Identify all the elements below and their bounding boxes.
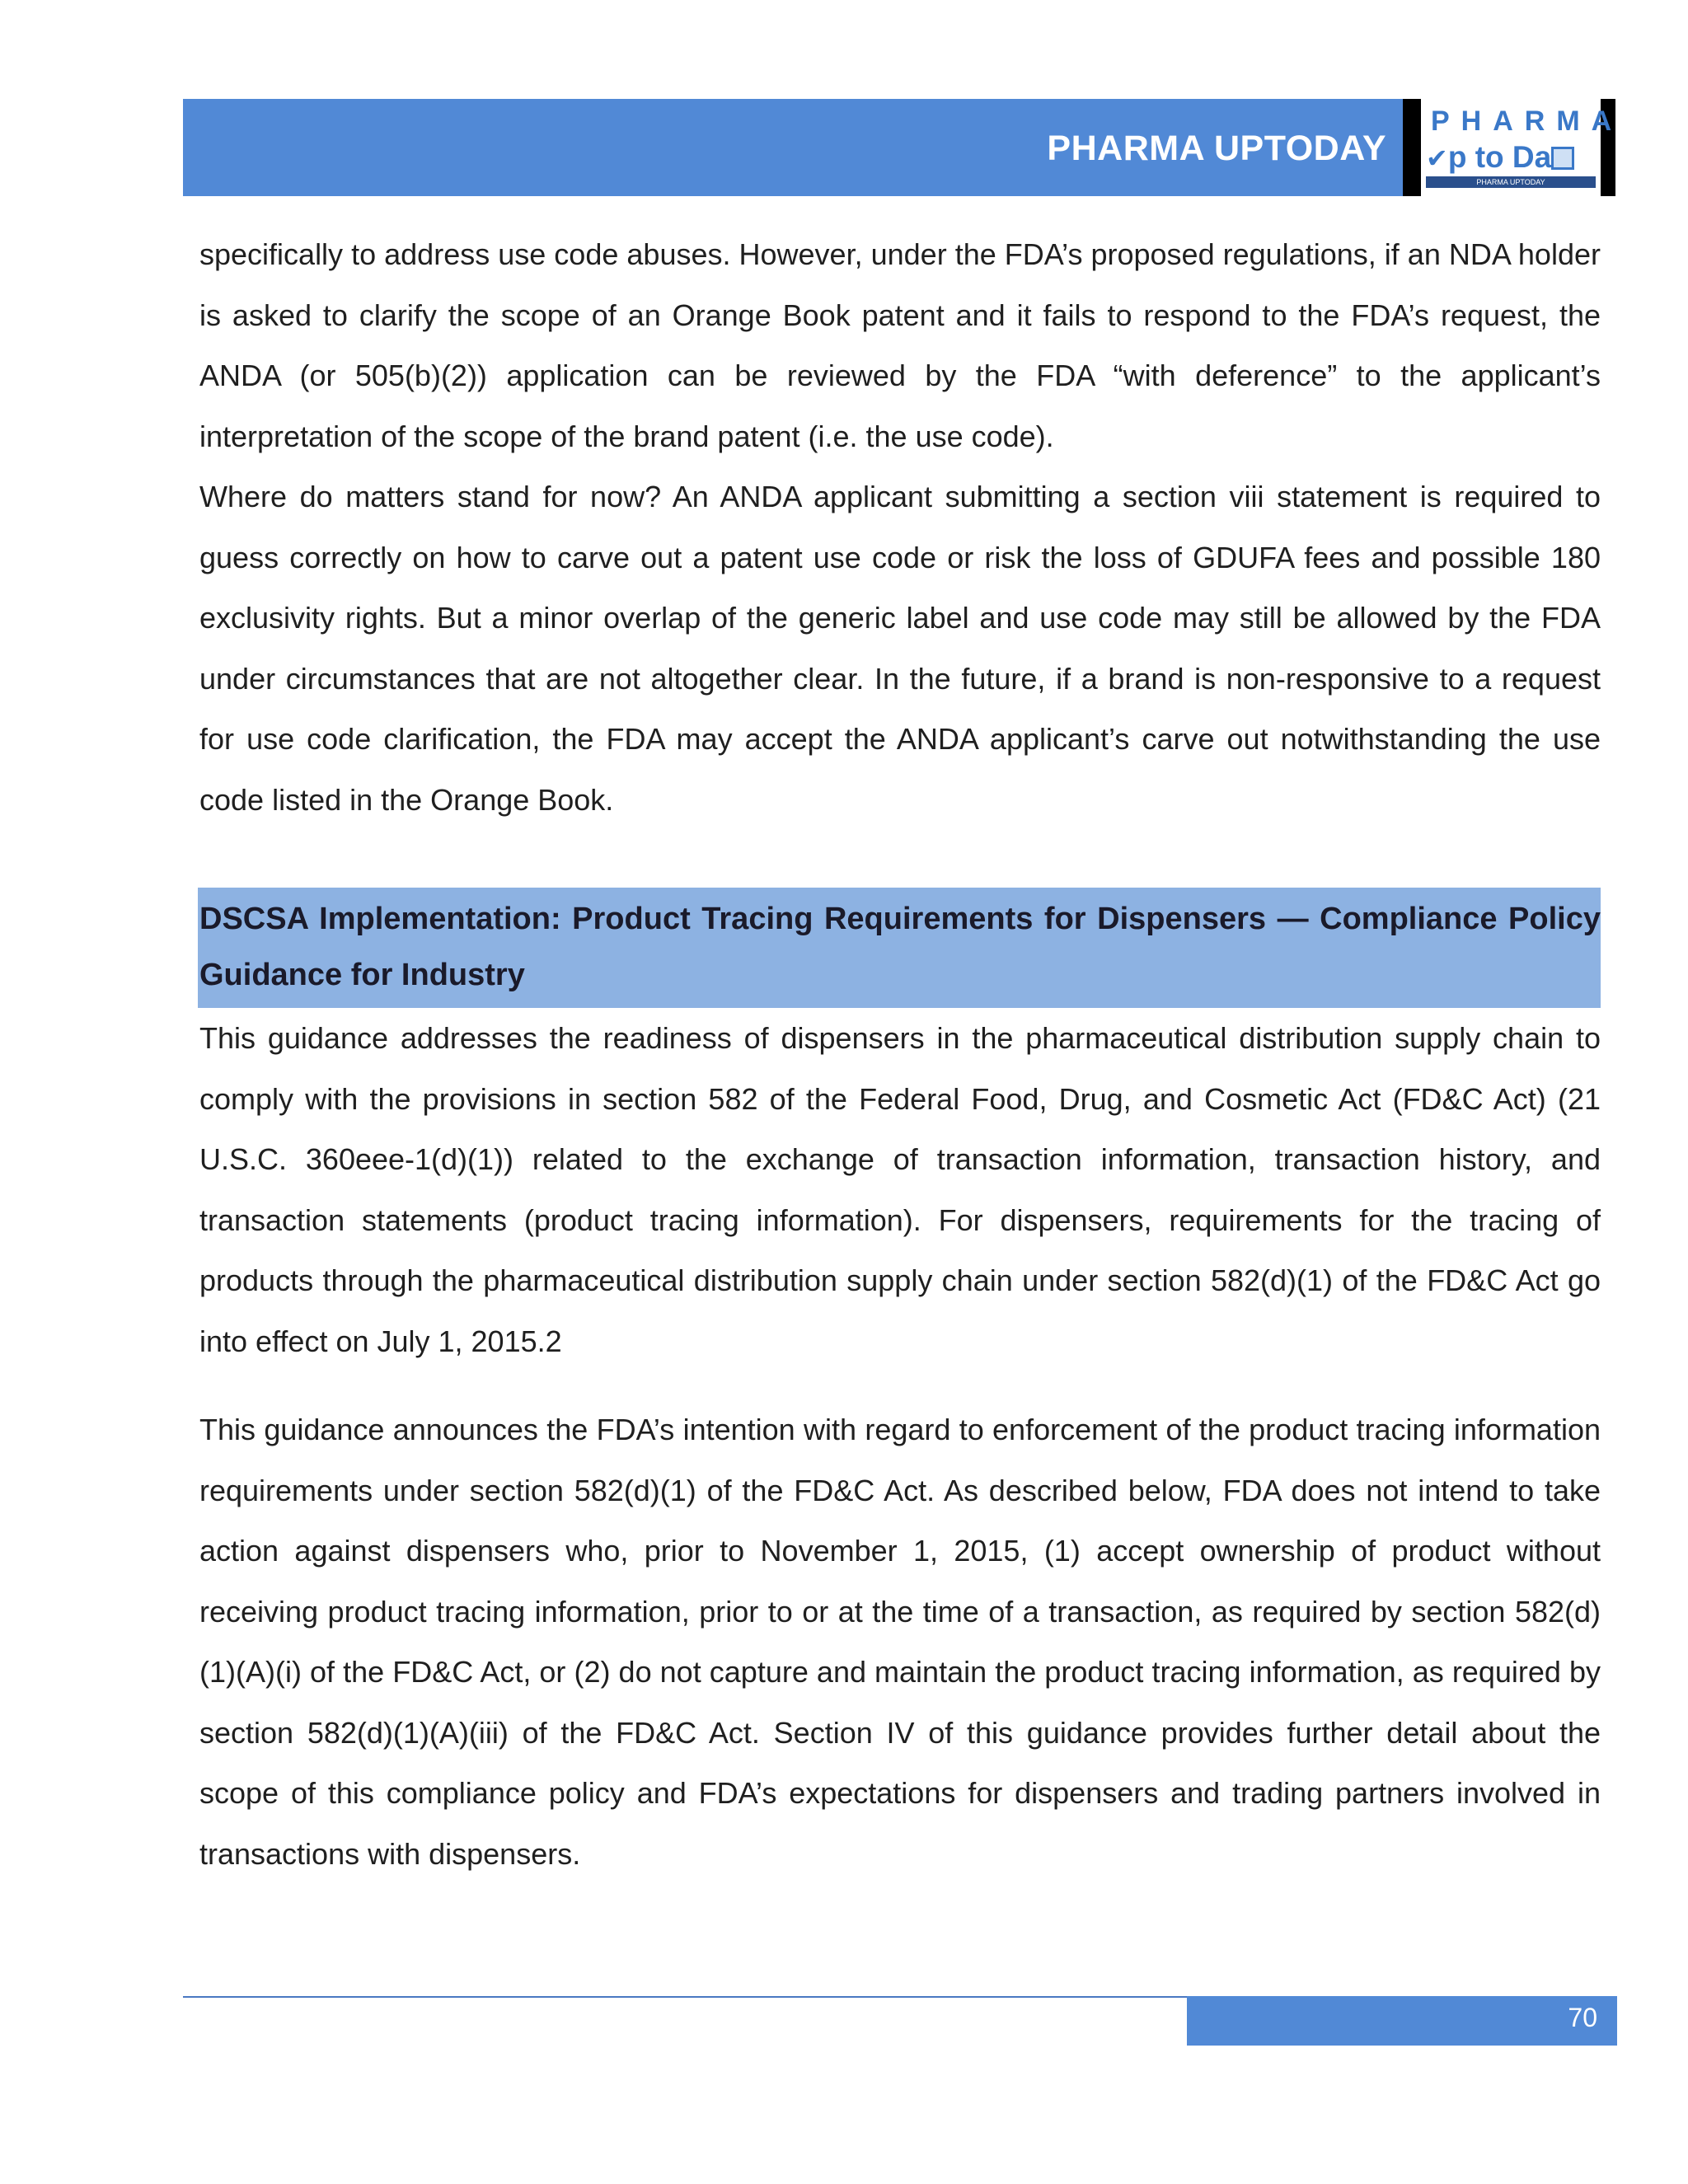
logo-strip: PHARMA UPTODAY	[1426, 176, 1596, 188]
checkmark-icon: ✔	[1426, 143, 1448, 173]
paragraph: specifically to address use code abuses. However, under the FDA’s proposed regulations, if an NDA holder is asked to clarify the scope of an Orange Book patent and it fails to respond to the FDA’s request, the ANDA (or 505(b)(2)) application can be reviewed by the FDA “with deference” to the applicant’s interpretation of the scope of the brand patent (i.e. the use code).	[199, 237, 1601, 453]
paragraph: This guidance addresses the readiness of dispensers in the pharmaceutical distribution supply chain to comply with the provisions in section 582 of the Federal Food, Drug, and Cosmetic Act (FD&C Act) (21 U.S.C. 360eee-1(d)(1)) related to the exchange of transaction information, transaction history, and transaction statements (product tracing information). For dispensers, requirements for the tracing of products through the pharmaceutical distribution supply chain under section 582(d)(1) of the FD&C Act go into effect on July 1, 2015.2	[199, 1021, 1601, 1358]
logo-mid-text: p to Da	[1447, 140, 1552, 174]
page-header	[183, 99, 1403, 196]
logo-wordmark-top: PHARMA	[1431, 105, 1624, 137]
section-heading: DSCSA Implementation: Product Tracing Requirements for Dispensers — Compliance Policy Guidance for Industry	[198, 888, 1601, 1008]
pharma-uptoday-logo	[1403, 99, 1624, 196]
header-title: PHARMA UPTODAY	[1047, 129, 1386, 168]
logo-wordmark-mid	[1426, 140, 1596, 175]
calendar-icon	[1551, 147, 1574, 170]
paragraph: This guidance announces the FDA’s intention with regard to enforcement of the product tracing information requirements under section 582(d)(1) of the FD&C Act. As described below, FDA does not intend to take action against dispensers who, prior to November 1, 2015, (1) accept ownership of product without receiving product tracing information, prior to or at the time of a transaction, as required by section 582(d)(1)(A)(i) of the FD&C Act, or (2) do not capture and maintain the product tracing information, as required by section 582(d)(1)(A)(iii) of the FD&C Act. Section IV of this guidance provides further detail about the scope of this compliance policy and FDA’s expectations for dispensers and trading partners involved in transactions with dispensers.	[199, 1413, 1601, 1871]
footer-rule	[183, 1996, 1189, 1998]
paragraph: Where do matters stand for now? An ANDA applicant submitting a section viii statement is required to guess correctly on how to carve out a patent use code or risk the loss of GDUFA fees and possible 180 exclusivity rights. But a minor overlap of the generic label and use code may still be allowed by the FDA under circumstances that are not altogether clear. In the future, if a brand is non-responsive to a request for use code clarification, the FDA may accept the ANDA applicant’s carve out notwithstanding the use code listed in the Orange Book.	[199, 480, 1601, 817]
document-body	[199, 224, 1601, 1884]
page-footer	[1187, 1996, 1617, 2046]
page-number: 70	[1568, 2003, 1597, 2032]
